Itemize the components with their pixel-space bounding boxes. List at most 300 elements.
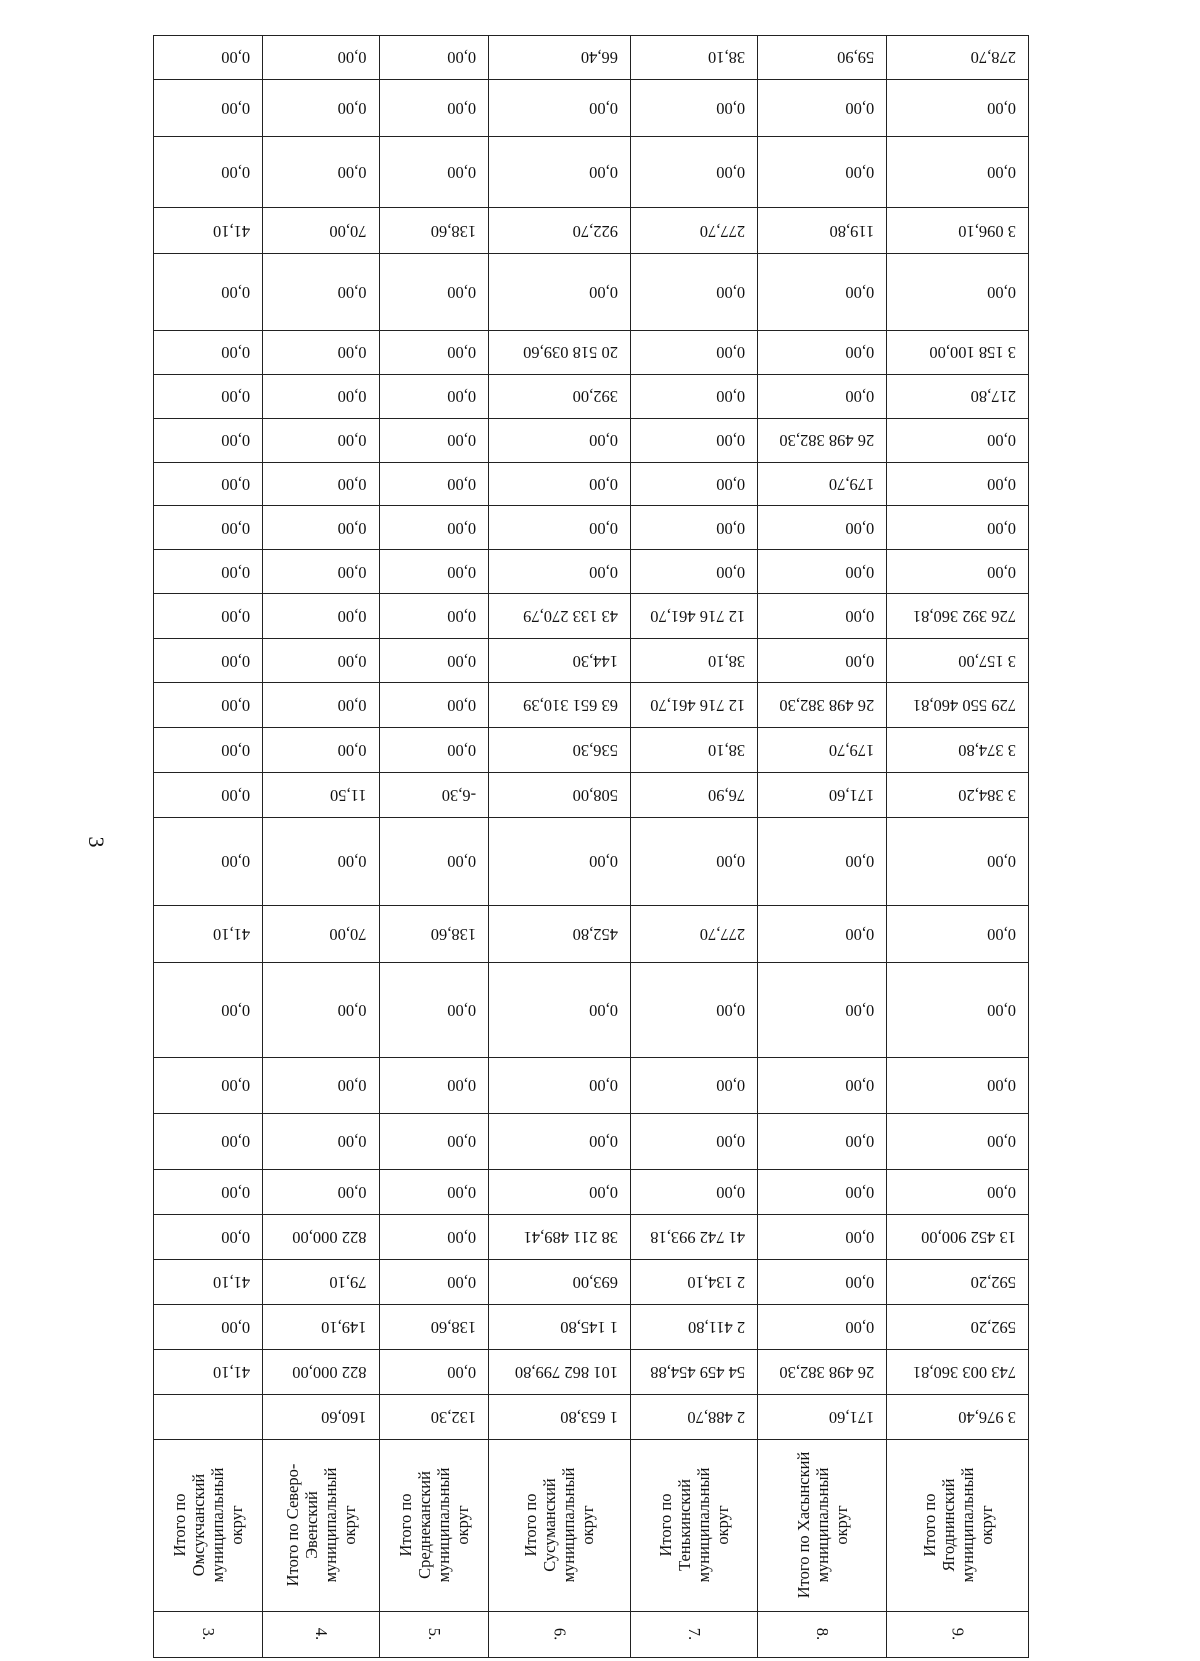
value-cell — [154, 1304, 263, 1349]
value-text: 20 518 039,60 — [522, 343, 618, 363]
value-text: 171,60 — [828, 1407, 875, 1427]
value-text: 0,00 — [845, 343, 875, 363]
value-text: 138,60 — [430, 1317, 476, 1337]
value-text: 0,00 — [715, 1076, 745, 1096]
value-text: 536,30 — [572, 740, 618, 760]
value-cell — [887, 36, 1029, 80]
table-row — [154, 817, 1029, 905]
value-cell — [154, 962, 263, 1057]
value-cell — [263, 506, 380, 550]
value-cell — [488, 594, 630, 639]
table-row — [154, 639, 1029, 683]
value-cell — [379, 550, 488, 594]
value-cell — [630, 1113, 757, 1169]
value-cell — [379, 772, 488, 817]
value-text: 0,00 — [446, 1362, 476, 1382]
value-text: 0,00 — [715, 283, 745, 303]
value-text: 0,00 — [221, 1317, 251, 1337]
value-text: 0,00 — [588, 518, 618, 538]
value-text: 0,00 — [446, 740, 476, 760]
value-text: 0,00 — [715, 431, 745, 451]
value-text: 0,00 — [221, 98, 251, 118]
table-row — [154, 254, 1029, 331]
value-cell — [630, 594, 757, 639]
value-text: 0,00 — [446, 1076, 476, 1096]
table-row — [154, 462, 1029, 506]
row-index: 9. — [948, 1628, 968, 1641]
table-row — [154, 208, 1029, 254]
value-cell — [154, 594, 263, 639]
value-text: 0,00 — [446, 163, 476, 183]
value-text: 392,00 — [572, 387, 618, 407]
value-cell — [630, 1349, 757, 1394]
value-text: 3 976,40 — [958, 1407, 1016, 1427]
value-cell — [379, 727, 488, 772]
value-text: 0,00 — [715, 163, 745, 183]
value-text: 0,00 — [987, 852, 1016, 872]
value-text: 592,20 — [970, 1272, 1016, 1292]
value-cell — [630, 817, 757, 905]
value-text: 132,30 — [430, 1407, 476, 1427]
value-text: 76,90 — [707, 785, 745, 805]
value-cell — [630, 1304, 757, 1349]
value-cell — [887, 330, 1029, 374]
value-text: 3 158 100,00 — [929, 343, 1016, 363]
table-row — [154, 1304, 1029, 1349]
table-row — [154, 727, 1029, 772]
table-row — [154, 1057, 1029, 1113]
value-text: 0,00 — [221, 785, 251, 805]
value-cell — [263, 1349, 380, 1394]
value-text: 160,60 — [321, 1407, 367, 1427]
value-text: 0,00 — [845, 562, 875, 582]
value-text: 0,00 — [588, 98, 618, 118]
value-text: 0,00 — [337, 48, 367, 68]
value-text: 26 498 382,30 — [779, 1362, 875, 1382]
district-name: Итого по Тенькинский муниципальный округ — [655, 1467, 732, 1583]
value-cell — [488, 772, 630, 817]
value-text: 0,00 — [987, 924, 1016, 944]
value-text: 2 411,80 — [687, 1317, 745, 1337]
value-cell — [263, 330, 380, 374]
value-cell — [630, 1057, 757, 1113]
value-text: 0,00 — [715, 1182, 745, 1202]
value-text: 54 459 454,88 — [649, 1362, 745, 1382]
value-text: 0,00 — [845, 1076, 875, 1096]
value-cell — [154, 1113, 263, 1169]
value-text: 0,00 — [715, 98, 745, 118]
value-text: 0,00 — [588, 1132, 618, 1152]
value-cell — [887, 374, 1029, 418]
table-row — [154, 905, 1029, 962]
value-text: 0,00 — [337, 695, 367, 715]
value-text: 66,40 — [580, 48, 618, 68]
value-cell — [488, 330, 630, 374]
value-cell — [757, 905, 886, 962]
value-text: 38,10 — [707, 48, 745, 68]
value-text: 452,80 — [572, 924, 618, 944]
value-text: 0,00 — [987, 1132, 1016, 1152]
value-text: 0,00 — [221, 740, 251, 760]
value-cell — [630, 639, 757, 683]
district-name-cell — [630, 1439, 757, 1611]
row-index: 3. — [199, 1628, 219, 1641]
value-cell — [379, 682, 488, 727]
value-text: 0,00 — [337, 343, 367, 363]
value-cell — [154, 208, 263, 254]
value-cell — [757, 817, 886, 905]
value-text: 0,00 — [221, 474, 251, 494]
table-row — [154, 1394, 1029, 1439]
value-text: 0,00 — [221, 1000, 251, 1020]
value-text: 277,70 — [699, 221, 745, 241]
value-text: 0,00 — [987, 1000, 1016, 1020]
value-text: 0,00 — [715, 518, 745, 538]
value-text: 0,00 — [987, 163, 1016, 183]
value-text: 41,10 — [212, 1272, 251, 1292]
value-cell — [154, 36, 263, 80]
value-cell — [757, 36, 886, 80]
value-cell — [630, 374, 757, 418]
value-text: 0,00 — [221, 562, 251, 582]
value-cell — [488, 1349, 630, 1394]
value-text: 3 157,00 — [958, 651, 1016, 671]
value-text: 0,00 — [446, 283, 476, 303]
value-cell — [887, 254, 1029, 331]
value-text: 693,00 — [572, 1272, 618, 1292]
value-text: 41,10 — [212, 1362, 251, 1382]
value-cell — [379, 962, 488, 1057]
value-cell — [757, 79, 886, 136]
value-cell — [488, 462, 630, 506]
value-text: 0,00 — [446, 474, 476, 494]
value-text: 41 742 993,18 — [649, 1227, 745, 1247]
value-text: 171,60 — [828, 785, 875, 805]
value-cell — [630, 905, 757, 962]
value-cell — [887, 1169, 1029, 1214]
value-cell — [630, 550, 757, 594]
index-cell — [757, 1611, 886, 1657]
value-text: 12 716 461,70 — [649, 607, 745, 627]
value-text: 138,60 — [430, 221, 476, 241]
value-text: 26 498 382,30 — [779, 431, 875, 451]
value-text: 41,10 — [212, 221, 251, 241]
value-cell — [630, 36, 757, 80]
value-cell — [263, 1113, 380, 1169]
value-cell — [154, 418, 263, 462]
value-text: 0,00 — [588, 431, 618, 451]
value-text: 0,00 — [987, 283, 1016, 303]
value-text: 0,00 — [446, 1227, 476, 1247]
value-cell — [379, 254, 488, 331]
value-text: 0,00 — [221, 1182, 251, 1202]
value-text: 0,00 — [446, 651, 476, 671]
value-cell — [757, 1394, 886, 1439]
value-cell — [379, 1169, 488, 1214]
value-text: 38 211 489,41 — [523, 1227, 618, 1247]
value-cell — [757, 1214, 886, 1259]
value-cell — [630, 462, 757, 506]
table-row — [154, 374, 1029, 418]
page-number: 3 — [84, 836, 109, 848]
value-text: 592,20 — [970, 1317, 1016, 1337]
value-text: 0,00 — [337, 1182, 367, 1202]
value-cell — [379, 330, 488, 374]
value-cell — [488, 374, 630, 418]
value-cell — [887, 817, 1029, 905]
table-row — [154, 682, 1029, 727]
value-cell — [263, 1394, 380, 1439]
value-text: 508,00 — [572, 785, 618, 805]
value-cell — [263, 1259, 380, 1304]
value-cell — [757, 772, 886, 817]
value-cell — [263, 905, 380, 962]
value-text: 0,00 — [337, 387, 367, 407]
value-cell — [154, 817, 263, 905]
value-cell — [263, 772, 380, 817]
index-cell — [154, 1611, 263, 1657]
value-cell — [263, 1304, 380, 1349]
table-row — [154, 418, 1029, 462]
value-cell — [488, 418, 630, 462]
value-text: 1 145,80 — [559, 1317, 618, 1337]
value-text: 277,70 — [699, 924, 745, 944]
value-text: 13 452 900,00 — [921, 1227, 1016, 1247]
value-text: 0,00 — [337, 1132, 367, 1152]
value-cell — [263, 817, 380, 905]
value-text: 0,00 — [715, 387, 745, 407]
value-text: 38,10 — [707, 740, 745, 760]
value-text: 0,00 — [446, 343, 476, 363]
value-text: 3 096,10 — [958, 221, 1016, 241]
value-text: 0,00 — [845, 924, 875, 944]
value-cell — [154, 79, 263, 136]
value-text: 822 000,00 — [292, 1227, 367, 1247]
value-text: 38,10 — [707, 651, 745, 671]
value-text: 0,00 — [987, 474, 1016, 494]
value-text: 0,00 — [845, 163, 875, 183]
value-cell — [887, 79, 1029, 136]
table-row — [154, 1113, 1029, 1169]
value-text: 12 716 461,70 — [649, 695, 745, 715]
value-text: 138,60 — [430, 924, 476, 944]
value-cell — [630, 727, 757, 772]
index-cell — [630, 1611, 757, 1657]
value-cell — [757, 208, 886, 254]
value-text: 0,00 — [221, 431, 251, 451]
value-text: 0,00 — [588, 1000, 618, 1020]
table-row — [154, 79, 1029, 136]
value-cell — [488, 817, 630, 905]
value-text: 0,00 — [715, 1000, 745, 1020]
value-text: 0,00 — [446, 98, 476, 118]
value-cell — [154, 254, 263, 331]
value-cell — [488, 136, 630, 207]
index-row — [154, 1611, 1029, 1657]
value-cell — [887, 1259, 1029, 1304]
value-cell — [887, 962, 1029, 1057]
value-text: 0,00 — [337, 651, 367, 671]
value-text: 0,00 — [715, 474, 745, 494]
value-cell — [154, 506, 263, 550]
value-cell — [154, 639, 263, 683]
table-row — [154, 594, 1029, 639]
value-text: 0,00 — [845, 1227, 875, 1247]
value-text: 43 133 270,79 — [522, 607, 618, 627]
district-name: Итого по Северо-Эвенский муниципальный округ — [282, 1463, 359, 1587]
value-cell — [887, 1214, 1029, 1259]
value-cell — [887, 1304, 1029, 1349]
table-row — [154, 1169, 1029, 1214]
value-text: 0,00 — [845, 1000, 875, 1020]
value-cell — [263, 1214, 380, 1259]
value-cell — [757, 1259, 886, 1304]
value-text: 41,10 — [212, 924, 251, 944]
value-cell — [757, 727, 886, 772]
value-cell — [379, 639, 488, 683]
value-cell — [757, 374, 886, 418]
value-text: 217,80 — [970, 387, 1016, 407]
value-cell — [154, 374, 263, 418]
value-cell — [488, 36, 630, 80]
value-text: 0,00 — [446, 1272, 476, 1292]
value-cell — [488, 1259, 630, 1304]
value-cell — [263, 79, 380, 136]
district-name: Итого по Сусуманский муниципальный округ — [521, 1467, 598, 1583]
value-cell — [887, 1394, 1029, 1439]
value-text: 0,00 — [588, 1076, 618, 1096]
value-text: 0,00 — [588, 283, 618, 303]
value-text: 26 498 382,30 — [779, 695, 875, 715]
index-cell — [887, 1611, 1029, 1657]
value-text: 0,00 — [221, 1227, 251, 1247]
table-body — [154, 36, 1029, 1658]
value-text: 278,70 — [970, 48, 1016, 68]
table-row — [154, 330, 1029, 374]
value-cell — [757, 1349, 886, 1394]
value-cell — [154, 1214, 263, 1259]
value-cell — [263, 639, 380, 683]
value-cell — [757, 462, 886, 506]
value-text: 0,00 — [221, 163, 251, 183]
row-index: 7. — [684, 1628, 704, 1641]
district-name-cell — [263, 1439, 380, 1611]
table-row — [154, 962, 1029, 1057]
value-text: 0,00 — [588, 562, 618, 582]
value-text: 0,00 — [715, 562, 745, 582]
district-name-cell — [757, 1439, 886, 1611]
value-cell — [379, 1214, 488, 1259]
value-text: 0,00 — [221, 1076, 251, 1096]
value-cell — [379, 905, 488, 962]
value-text: 0,00 — [446, 431, 476, 451]
value-cell — [757, 254, 886, 331]
value-cell — [757, 1113, 886, 1169]
value-text: 0,00 — [337, 1000, 367, 1020]
value-text: 0,00 — [221, 518, 251, 538]
value-cell — [488, 1214, 630, 1259]
value-cell — [379, 594, 488, 639]
value-text: 743 003 360,81 — [912, 1362, 1016, 1382]
value-cell — [488, 254, 630, 331]
value-text: 0,00 — [987, 98, 1016, 118]
value-cell — [887, 550, 1029, 594]
value-text: 0,00 — [588, 852, 618, 872]
value-text: 822 000,00 — [292, 1362, 367, 1382]
value-text: 0,00 — [337, 518, 367, 538]
value-text: 0,00 — [446, 562, 476, 582]
index-cell — [488, 1611, 630, 1657]
value-cell — [488, 905, 630, 962]
value-text: 0,00 — [845, 852, 875, 872]
value-cell — [263, 254, 380, 331]
value-text: 0,00 — [337, 283, 367, 303]
value-cell — [154, 330, 263, 374]
value-cell — [488, 208, 630, 254]
value-text: 0,00 — [845, 1317, 875, 1337]
value-text: 0,00 — [446, 607, 476, 627]
value-cell — [263, 36, 380, 80]
value-cell — [488, 1057, 630, 1113]
value-text: 0,00 — [221, 343, 251, 363]
value-cell — [154, 1259, 263, 1304]
value-text: 0,00 — [221, 651, 251, 671]
value-text: 0,00 — [221, 1132, 251, 1152]
value-text: 0,00 — [715, 1132, 745, 1152]
value-cell — [630, 1169, 757, 1214]
value-cell — [488, 1113, 630, 1169]
value-text: 0,00 — [337, 852, 367, 872]
value-text: 0,00 — [221, 695, 251, 715]
value-text: 0,00 — [987, 1182, 1016, 1202]
value-cell — [379, 462, 488, 506]
value-text: 0,00 — [337, 607, 367, 627]
district-name: Итого по Ягоднинский муниципальный округ — [919, 1467, 996, 1583]
value-cell — [154, 462, 263, 506]
value-text: 0,00 — [987, 1076, 1016, 1096]
value-cell — [379, 1113, 488, 1169]
value-text: 0,00 — [845, 518, 875, 538]
value-cell — [488, 962, 630, 1057]
value-text: 0,00 — [221, 283, 251, 303]
value-text: 0,00 — [337, 98, 367, 118]
value-cell — [263, 550, 380, 594]
value-text: 119,80 — [829, 221, 875, 241]
district-name-cell — [887, 1439, 1029, 1611]
value-text: 0,00 — [987, 562, 1016, 582]
value-text: 0,00 — [337, 474, 367, 494]
value-cell — [488, 1304, 630, 1349]
data-table — [153, 35, 1029, 1658]
value-text: 0,00 — [446, 1132, 476, 1152]
value-cell — [154, 682, 263, 727]
value-cell — [630, 330, 757, 374]
value-cell — [379, 418, 488, 462]
value-cell — [263, 727, 380, 772]
value-cell — [630, 772, 757, 817]
district-name: Итого по Среднеканский муниципальный округ — [395, 1467, 472, 1583]
value-cell — [379, 79, 488, 136]
value-cell — [630, 1214, 757, 1259]
row-index: 5. — [424, 1628, 444, 1641]
value-cell — [887, 462, 1029, 506]
value-cell — [154, 727, 263, 772]
value-text: 0,00 — [845, 1132, 875, 1152]
value-text: 144,30 — [572, 651, 618, 671]
value-text: 0,00 — [845, 651, 875, 671]
value-cell — [630, 1259, 757, 1304]
value-cell — [630, 254, 757, 331]
